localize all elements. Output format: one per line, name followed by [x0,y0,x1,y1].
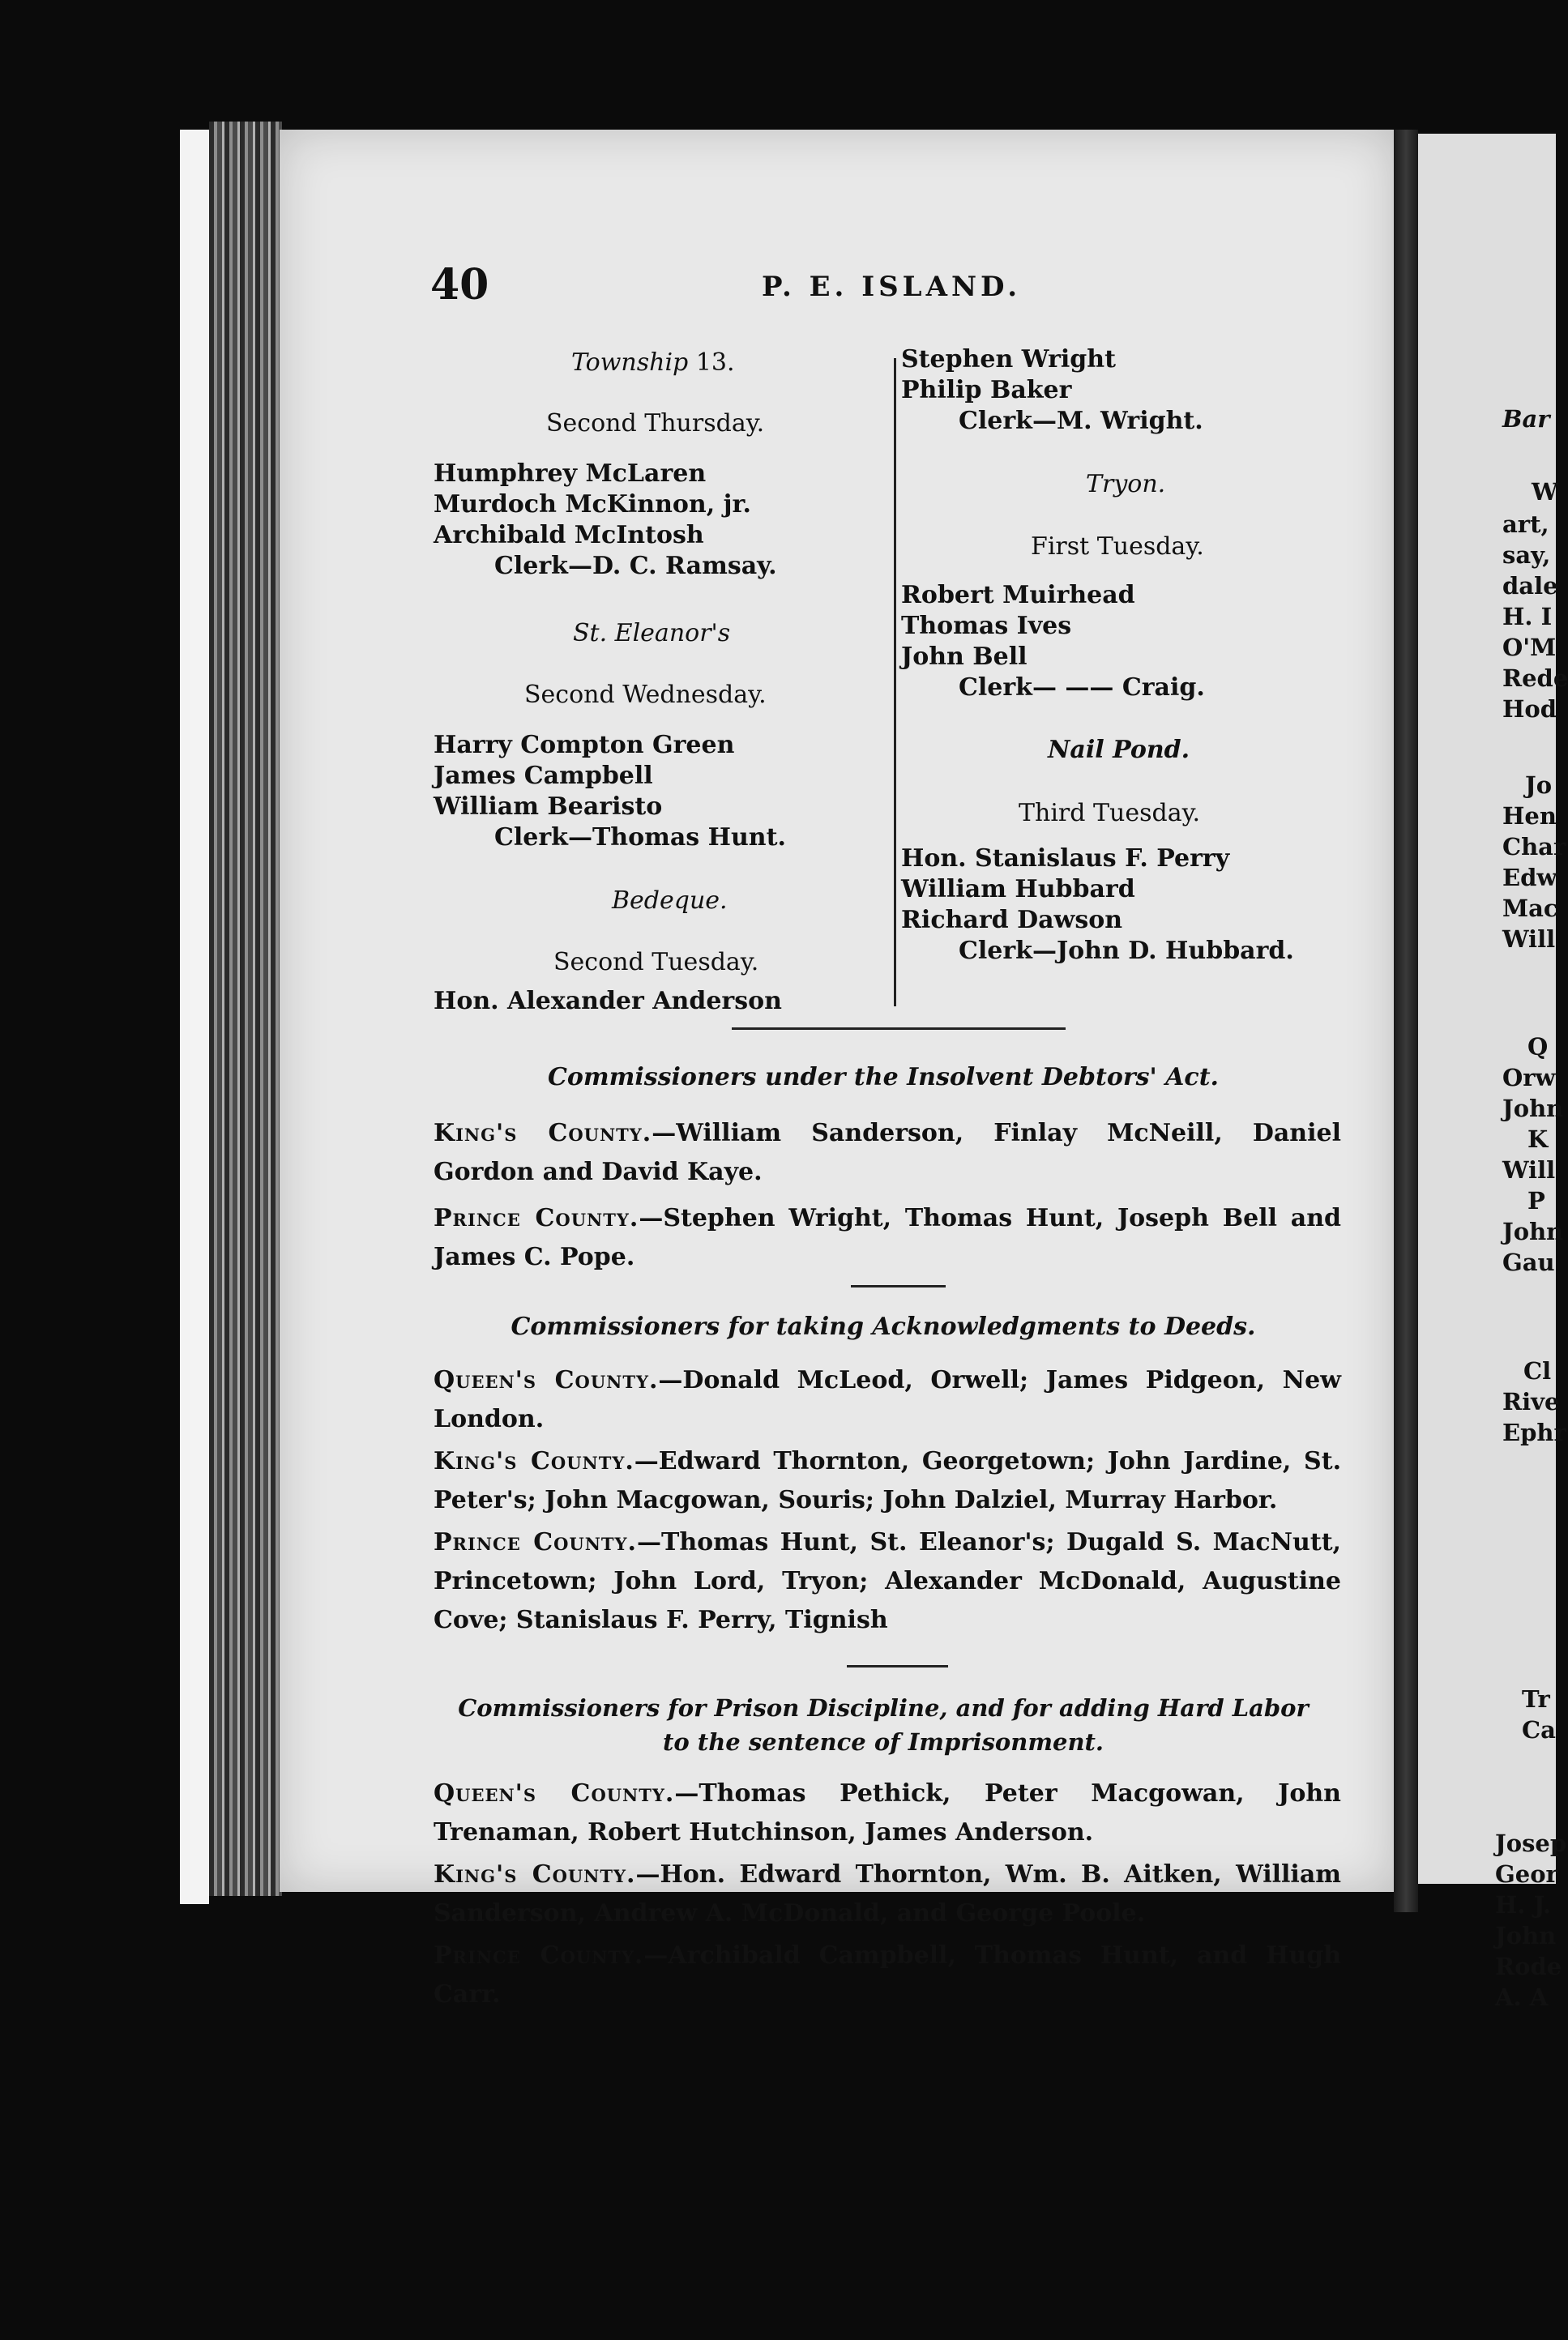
adjacent-fragment: John [1502,1218,1564,1245]
prison-heading-line-1: Commissioners for Prison Discipline, and for adding Hard Labor [458,1694,1309,1722]
insolvent-kings-county [434,1114,1341,1192]
adjacent-fragment: H. I [1502,603,1553,630]
adjacent-fragment: O'M [1502,634,1557,661]
adjacent-fragment: John [1495,1922,1557,1949]
prison-kings-county [434,1855,1341,1933]
tryon-day: First Tuesday. [1031,532,1204,561]
scan-white-edge [180,130,209,1904]
page-title: P. E. ISLAND. [762,271,1022,303]
adjacent-fragment: art, [1502,510,1549,538]
deeds-prince-county [434,1523,1341,1640]
st-eleanors-name-1: Harry Compton Green [434,731,735,759]
st-eleanors-name-2: James Campbell [434,762,653,790]
prison-queens-county [434,1774,1341,1852]
adjacent-fragment: A. A [1495,1983,1549,2011]
deeds-prince-label: Prince County. [434,1528,637,1556]
nail-pond-name-3: Richard Dawson [901,906,1123,934]
nail-pond-name-2: William Hubbard [901,875,1135,903]
adjacent-fragment: W [1532,478,1558,506]
right-top-name-1: Stephen Wright [901,345,1116,374]
insolvent-heading: Commissioners under the Insolvent Debtors' Act. [547,1063,1220,1091]
insolvent-kings-text: —William Sanderson, Finlay McNeill, Daniel Gordon and David Kaye. [434,1119,1342,1186]
page-gutter [1394,130,1418,1912]
adjacent-fragment: Hod [1502,695,1557,723]
adjacent-fragment: Gau [1502,1249,1555,1276]
township-13-clerk: Clerk—D. C. Ramsay. [494,552,777,580]
adjacent-fragment: Will [1502,925,1556,953]
adjacent-fragment: Ephr [1502,1419,1566,1446]
nail-pond-clerk: Clerk—John D. Hubbard. [959,937,1294,965]
nail-pond-day: Third Tuesday. [1019,799,1201,827]
adjacent-fragment: Bar [1502,405,1550,433]
township-13-day: Second Thursday. [546,409,765,438]
prison-prince-text: —Archibald Campbell, Thomas Hunt, and Hugh Carr. [434,1941,1342,2009]
adjacent-fragment: K [1527,1125,1549,1153]
prison-kings-label: King's County. [434,1860,636,1889]
deeds-queens-county [434,1361,1341,1439]
st-eleanors-day: Second Wednesday. [524,681,767,709]
deeds-heading: Commissioners for taking Acknowledgments to Deeds. [511,1313,1256,1341]
township-13-heading [571,348,735,378]
prison-prince-county [434,1936,1341,2014]
deeds-kings-label: King's County. [434,1447,634,1475]
tryon-name-3: John Bell [901,643,1028,671]
right-top-name-2: Philip Baker [901,376,1072,404]
adjacent-fragment: Mac [1502,895,1558,922]
right-top-clerk: Clerk—M. Wright. [959,407,1203,435]
tryon-name-2: Thomas Ives [901,612,1072,640]
bedeque-heading: Bedeque. [612,886,728,915]
adjacent-fragment: Josep [1495,1830,1567,1857]
book-page [280,130,1394,2009]
nail-pond-name-1: Hon. Stanislaus F. Perry [901,844,1230,873]
township-13-heading-word: Township [571,348,689,377]
book-spine [209,122,282,1896]
deeds-queens-label: Queen's County. [434,1366,659,1394]
tryon-heading: Tryon. [1086,470,1166,498]
deeds-kings-county [434,1442,1341,1520]
adjacent-fragment: Tr [1522,1685,1550,1713]
adjacent-fragment: Cl [1523,1357,1552,1385]
deeds-queens-text: —Donald McLeod, Orwell; James Pidgeon, New London. [434,1366,1341,1433]
adjacent-fragment: dale [1502,572,1558,600]
adjacent-fragment: Rede [1502,664,1568,692]
adjacent-fragment: Q [1527,1033,1549,1061]
deeds-kings-text: —Edward Thornton, Georgetown; John Jardine, St. Peter's; John Macgowan, Souris; John Dalziel, Murray Harbor. [434,1447,1342,1514]
bedeque-name-1: Hon. Alexander Anderson [434,987,782,1015]
township-13-heading-number: 13. [695,348,735,377]
adjacent-fragment: Rode [1495,1953,1562,1980]
prison-queens-text: —Thomas Pethick, Peter Macgowan, John Trenaman, Robert Hutchinson, James Anderson. [434,1779,1341,1847]
nail-pond-heading: Nail Pond. [1048,736,1190,764]
adjacent-fragment: Ca [1522,1716,1556,1744]
deeds-prince-text: —Thomas Hunt, St. Eleanor's; Dugald S. MacNutt, Princetown; John Lord, Tryon; Alexander McDonald, Augustine Cove; Stanislaus F. Perry, Tignish [434,1528,1341,1634]
insolvent-prince-county [434,1199,1341,1277]
township-13-name-2: Murdoch McKinnon, jr. [434,490,751,519]
adjacent-fragment: Geor [1495,1860,1558,1888]
adjacent-fragment: H. J. [1495,1891,1552,1919]
tryon-clerk: Clerk— —— Craig. [959,673,1205,702]
prison-prince-label: Prince County. [434,1941,644,1970]
township-13-name-1: Humphrey McLaren [434,459,707,488]
prison-heading-line-2: to the sentence of Imprisonment. [662,1728,1104,1756]
prison-queens-label: Queen's County. [434,1779,675,1808]
st-eleanors-heading: St. Eleanor's [573,619,731,647]
adjacent-fragment: Edw [1502,864,1557,891]
adjacent-fragment: P [1527,1187,1545,1215]
adjacent-fragment: Char [1502,833,1566,860]
prison-kings-text: —Hon. Edward Thornton, Wm. B. Aitken, William Sanderson, Andrew A. McDonald, and George Poole. [434,1860,1341,1928]
column-divider [894,358,896,1006]
insolvent-kings-label: King's County. [434,1119,652,1147]
section-rule [851,1285,946,1287]
bedeque-day: Second Tuesday. [553,948,759,976]
st-eleanors-clerk: Clerk—Thomas Hunt. [494,823,786,852]
adjacent-fragment: Orw [1502,1064,1556,1091]
tryon-name-1: Robert Muirhead [901,581,1135,609]
insolvent-prince-text: —Stephen Wright, Thomas Hunt, Joseph Bell and James C. Pope. [434,1204,1342,1271]
section-rule [847,1665,948,1667]
adjacent-fragment: Jo [1525,771,1553,799]
page-number: 40 [430,260,489,310]
section-rule [732,1027,1066,1030]
adjacent-page [1418,134,1556,1884]
insolvent-prince-label: Prince County. [434,1204,639,1232]
adjacent-fragment: Will [1502,1156,1556,1184]
adjacent-fragment: Rive [1502,1388,1560,1416]
adjacent-fragment: say, [1502,541,1551,569]
adjacent-fragment: Hen [1502,802,1557,830]
township-13-name-3: Archibald McIntosh [434,521,704,549]
adjacent-fragment: John [1502,1095,1564,1122]
st-eleanors-name-3: William Bearisto [434,792,663,821]
